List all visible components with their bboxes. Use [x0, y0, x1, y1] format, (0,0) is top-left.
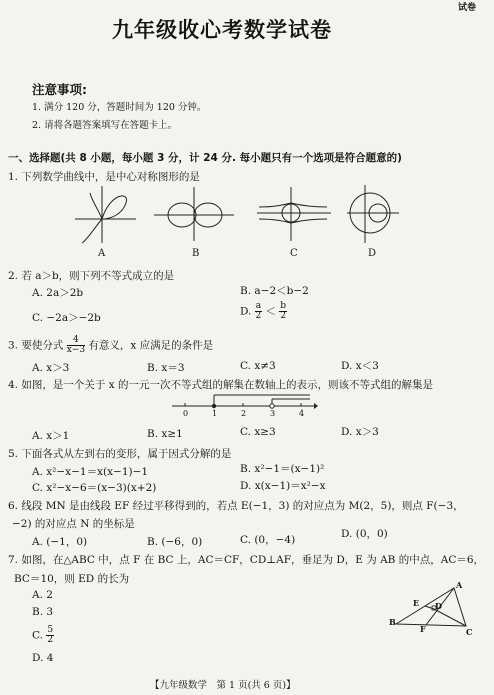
q1-figure-b — [152, 185, 236, 243]
notice-heading: 注意事项: — [32, 82, 87, 97]
notice-item-2: 2. 请将各题答案填写在答题卡上。 — [32, 120, 178, 131]
q4-axis-label-4: 4 — [299, 409, 305, 418]
q7-fig-label-c: C — [466, 627, 473, 637]
q7-c-frac-num: 5 — [47, 625, 54, 635]
q3-option-a: A. x＞3 — [32, 362, 70, 374]
q2-d-frac2 — [279, 302, 287, 321]
q7-fig-label-b: B — [389, 617, 396, 627]
q6-option-b: B. (−6，0) — [147, 536, 203, 548]
section-heading: 一、选择题(共 8 小题，每小题 3 分，计 24 分. 每小题只有一个选项是符合题意的) — [8, 152, 402, 164]
q7-option-d: D. 4 — [32, 652, 54, 664]
q2-stem: 2. 若 a＞b，则下列不等式成立的是 — [8, 270, 175, 282]
q7-option-b: B. 3 — [32, 606, 54, 618]
q3-option-b: B. x＝3 — [147, 362, 185, 374]
q2-option-b: B. a−2＜b−2 — [240, 285, 309, 297]
q3-stem — [8, 336, 213, 355]
q1-figure-a — [70, 183, 140, 245]
q5-option-c: C. x²−x−6＝(x−3)(x+2) — [32, 482, 157, 494]
q2-d-prefix: D. — [240, 305, 252, 318]
q3-stem-post: 有意义，x 应满足的条件是 — [88, 339, 214, 352]
q4-axis-label-0: 0 — [183, 409, 189, 418]
q4-axis-label-1: 1 — [212, 409, 218, 418]
q7-line-2: BC＝10，则 ED 的长为 — [14, 573, 130, 585]
q5-stem: 5. 下面各式从左到右的变形，属于因式分解的是 — [8, 448, 232, 460]
q1-label-c: C — [290, 248, 298, 259]
q6-option-a: A. (−1，0) — [32, 536, 88, 548]
q7-fig-label-d: D — [435, 601, 442, 611]
q3-option-c: C. x≠3 — [240, 360, 276, 372]
q6-option-d: D. (0，0) — [341, 528, 388, 540]
q7-option-a: A. 2 — [32, 589, 53, 601]
q3-fraction — [67, 336, 85, 355]
q2-d-frac1-num: a — [255, 301, 262, 311]
q7-c-prefix: C. — [32, 629, 43, 642]
corner-mark: 试卷 — [458, 3, 477, 13]
q4-option-c: C. x≥3 — [240, 426, 276, 438]
q3-stem-pre: 3. 要使分式 — [8, 339, 64, 352]
q7-c-frac-den: 2 — [47, 635, 54, 645]
q2-option-a: A. 2a＞2b — [32, 287, 84, 299]
q7-fig-label-f: F — [420, 624, 426, 634]
q3-option-d: D. x＜3 — [341, 360, 379, 372]
q2-d-frac2-den: 2 — [280, 311, 287, 321]
q4-axis-label-2: 2 — [241, 409, 247, 418]
q2-option-d — [240, 302, 287, 321]
q3-frac-den: x−3 — [66, 345, 86, 355]
q7-option-c — [32, 626, 54, 645]
q1-label-d: D — [368, 248, 377, 259]
q1-label-b: B — [192, 248, 200, 259]
page-footer: 【九年级数学 第 1 页(共 6 页)】 — [150, 680, 296, 691]
q6-line-1: 6. 线段 MN 是由线段 EF 经过平移得到的，若点 E(−1，3) 的对应点为 M(2，5)，则点 F(−3， — [8, 500, 464, 512]
q6-line-2: −2) 的对应点 N 的坐标是 — [12, 518, 135, 530]
q5-option-d: D. x(x−1)＝x²−x — [240, 480, 326, 492]
q4-option-b: B. x≥1 — [147, 428, 183, 440]
q7-line-1: 7. 如图，在△ABC 中，点 F 在 BC 上，AC＝CF，CD⊥AF，垂足为 D，E 为 AB 的中点，AC＝6， — [8, 554, 485, 566]
q6-option-c: C. (0，−4) — [240, 534, 296, 546]
q5-option-a: A. x²−x−1＝x(x−1)−1 — [32, 466, 149, 478]
q4-axis-label-3: 3 — [270, 409, 276, 418]
q3-frac-num: 4 — [67, 336, 85, 346]
q7-fig-label-e: E — [413, 598, 420, 608]
q2-d-relation: ＜ — [265, 305, 276, 318]
q7-c-frac — [46, 626, 54, 645]
q4-option-a: A. x＞1 — [32, 430, 70, 442]
q2-d-frac2-num: b — [280, 301, 287, 311]
q2-d-frac1 — [255, 302, 262, 321]
q4-stem: 4. 如图，是一个关于 x 的一元一次不等式组的解集在数轴上的表示，则该不等式组的解集是 — [8, 379, 433, 391]
notice-item-1: 1. 满分 120 分，答题时间为 120 分钟。 — [32, 102, 207, 113]
q7-fig-label-a: A — [456, 580, 463, 590]
q1-figure-d — [345, 183, 401, 245]
page-title: 九年级收心考数学试卷 — [112, 18, 332, 42]
q2-d-frac1-den: 2 — [255, 311, 262, 321]
q1-stem: 1. 下列数学曲线中，是中心对称图形的是 — [8, 171, 200, 183]
q1-label-a: A — [98, 248, 106, 259]
q1-figure-c — [255, 185, 335, 243]
q4-option-d: D. x＞3 — [341, 426, 379, 438]
q5-option-b: B. x²−1＝(x−1)² — [240, 463, 325, 475]
q2-option-c: C. −2a＞−2b — [32, 312, 101, 324]
